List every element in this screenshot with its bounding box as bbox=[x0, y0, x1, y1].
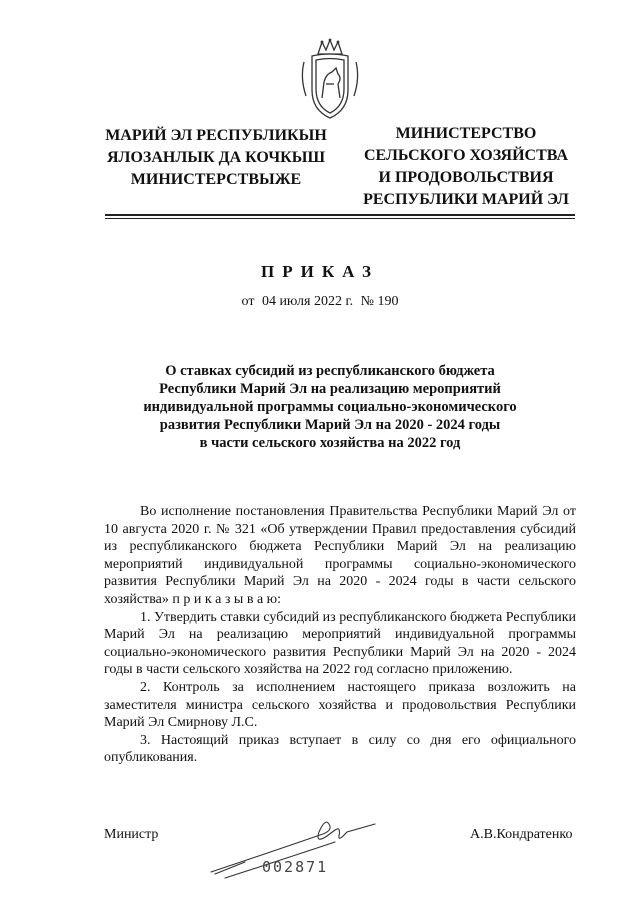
clause-1-paragraph: 1. Утвердить ставки субсидий из республиканского бюджета Республики Марий Эл на реализацию мероприятий индивидуальной программы социально-экономического развития Республики Марий Эл на 2020 - 2024 годы в части сельского хозяйства на 2022 год согласно приложению. bbox=[104, 609, 576, 678]
header-right-line: СЕЛЬСКОГО ХОЗЯЙСТВА bbox=[363, 147, 568, 164]
order-number: № 190 bbox=[360, 294, 399, 309]
signatory-name: А.В.Кондратенко bbox=[470, 827, 573, 842]
header-divider bbox=[105, 214, 575, 216]
clause-2-paragraph: 2. Контроль за исполнением настоящего приказа возложить на заместителя министра сельского хозяйства и продовольствия Республики Марий Эл Смирнову Л.С. bbox=[104, 679, 576, 731]
date-prefix: от bbox=[241, 294, 255, 309]
preamble-paragraph: Во исполнение постановления Правительства Республики Марий Эл от 10 августа 2020 г. № 321 «Об утверждении Правил предоставления субсидий из республиканского бюджета Республики Марий Эл на реализацию мероприятий индивидуальной программы социально-экономического развития Республики Марий Эл на 2020 - 2024 годы в части сельского хозяйства» п р и к а з ы в а ю: bbox=[104, 504, 576, 607]
header-left-title bbox=[100, 125, 332, 191]
coat-of-arms-icon bbox=[296, 38, 364, 122]
header-left-line: МАРИЙ ЭЛ РЕСПУБЛИКЫН bbox=[105, 127, 327, 144]
clause-3-paragraph: 3. Настоящий приказ вступает в силу со дня его официального опубликования. bbox=[104, 732, 576, 766]
subject-line: индивидуальной программы социально-экономического bbox=[143, 399, 517, 415]
signatory-position: Министр bbox=[104, 827, 159, 842]
order-date: 04 июля 2022 г. bbox=[261, 294, 354, 309]
header-right-line: РЕСПУБЛИКИ МАРИЙ ЭЛ bbox=[363, 191, 569, 208]
order-date-number bbox=[0, 294, 640, 310]
header-right-line: И ПРОДОВОЛЬСТВИЯ bbox=[378, 169, 554, 186]
header-right-line: МИНИСТЕРСТВО bbox=[395, 125, 537, 142]
order-subject bbox=[120, 362, 540, 452]
subject-line: в части сельского хозяйства на 2022 год bbox=[199, 435, 461, 451]
subject-line: развития Республики Марий Эл на 2020 - 2024 годы bbox=[159, 417, 501, 433]
serial-number: 002871 bbox=[262, 858, 329, 876]
header-right-title bbox=[360, 123, 572, 211]
subject-line: О ставках субсидий из республиканского бюджета bbox=[165, 363, 495, 379]
header-divider-thin bbox=[105, 218, 575, 219]
header-left-line: ЯЛОЗАНЛЫК ДА КОЧКЫШ bbox=[106, 149, 326, 166]
order-body bbox=[104, 503, 576, 767]
document-type-title: ПРИКАЗ bbox=[261, 262, 379, 281]
subject-line: Республики Марий Эл на реализацию мероприятий bbox=[159, 381, 501, 397]
header-left-line: МИНИСТЕРСТВЫЖЕ bbox=[130, 171, 302, 188]
